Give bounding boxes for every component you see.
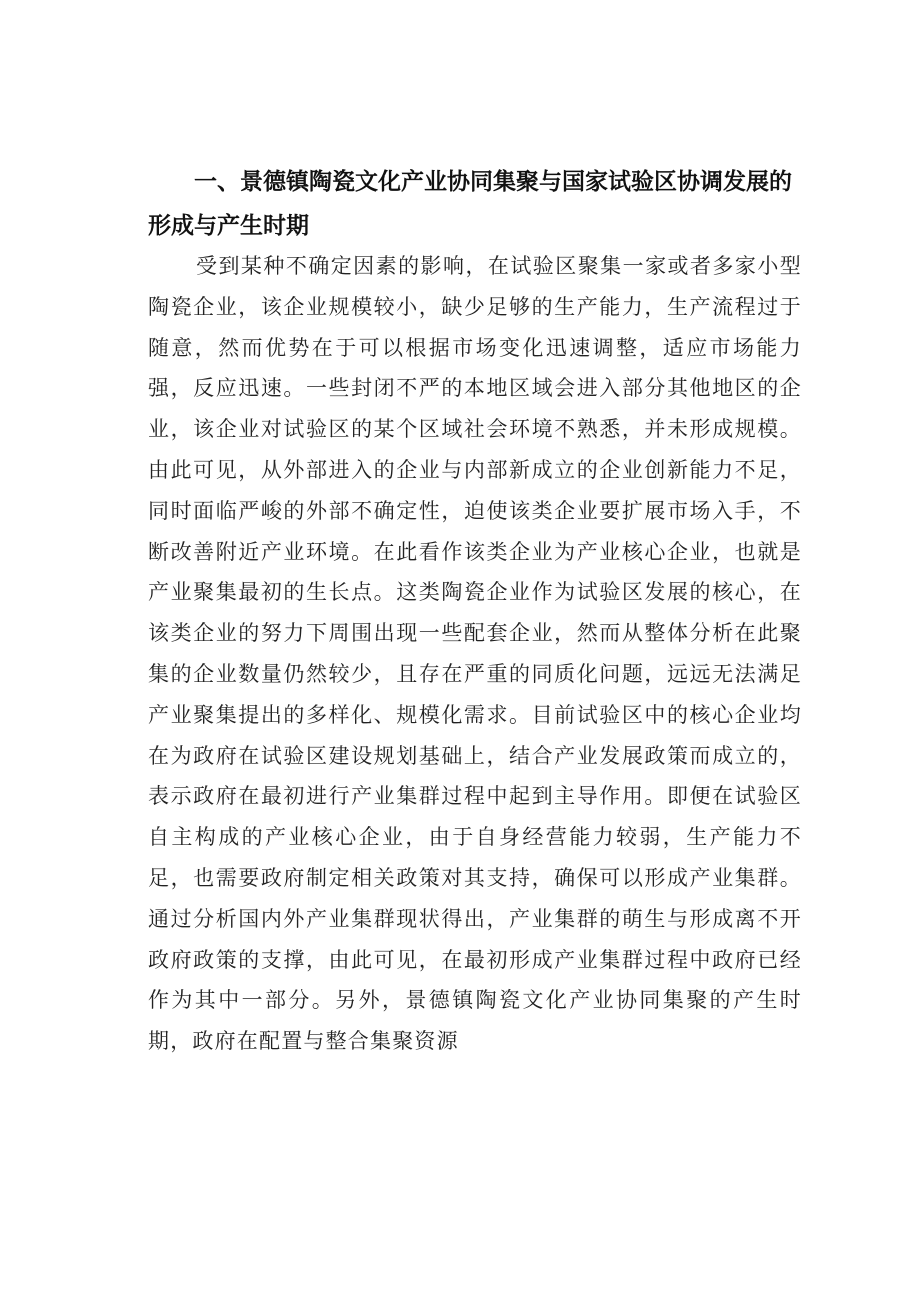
section-heading: 一、景德镇陶瓷文化产业协同集聚与国家试验区协调发展的形成与产生时期: [148, 169, 792, 239]
body-paragraph: 受到某种不确定因素的影响，在试验区聚集一家或者多家小型陶瓷企业，该企业规模较小，缺少足够的生产能力，生产流程过于随意，然而优势在于可以根据市场变化迅速调整，适应市场能力强，反应迅速。一些封闭不严的本地区域会进入部分其他地区的企业，该企业对试验区的某个区域社会环境不熟悉，并未形成规模。由此可见，从外部进入的企业与内部新成立的企业创新能力不足，同时面临严峻的外部不确定性，迫使该类企业要扩展市场入手，不断改善附近产业环境。在此看作该类企业为产业核心企业，也就是产业聚集最初的生长点。这类陶瓷企业作为试验区发展的核心，在该类企业的努力下周围出现一些配套企业，然而从整体分析在此聚集的企业数量仍然较少，且存在严重的同质化问题，远远无法满足产业聚集提出的多样化、规模化需求。目前试验区中的核心企业均在为政府在试验区建设规划基础上，结合产业发展政策而成立的，表示政府在最初进行产业集群过程中起到主导作用。即便在试验区自主构成的产业核心企业，由于自身经营能力较弱，生产能力不足，也需要政府制定相关政策对其支持，确保可以形成产业集群。通过分析国内外产业集群现状得出，产业集群的萌生与形成离不开政府政策的支撑，由此可见，在最初形成产业集群过程中政府已经作为其中一部分。另外，景德镇陶瓷文化产业协同集聚的产生时期，政府在配置与整合集聚资源: [148, 254, 802, 1054]
